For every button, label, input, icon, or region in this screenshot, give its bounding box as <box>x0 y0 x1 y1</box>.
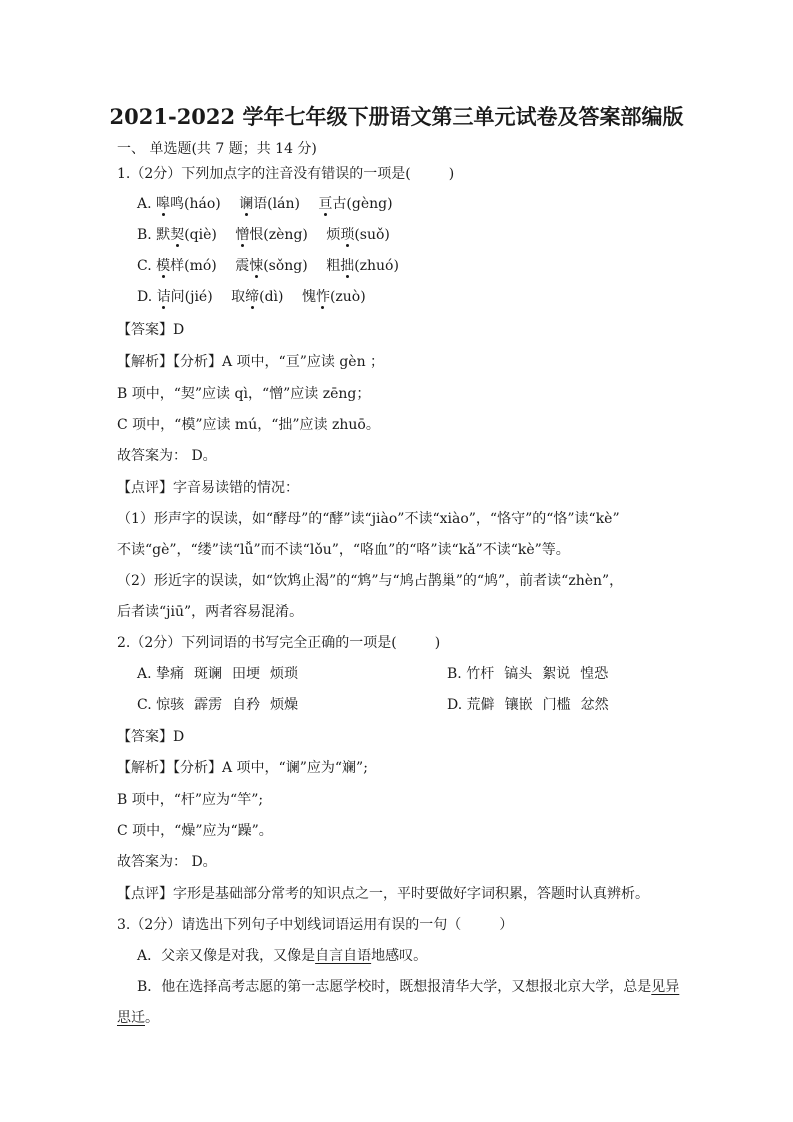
underlined-phrase: 自言自语 <box>315 948 372 964</box>
q1-review-line: （2）形近字的误读，如“饮鸩止渴”的“鸩”与“鸠占鹊巢”的“鸠”，前者读“zhèn”， <box>117 573 624 589</box>
q1-explanation-line: C 项中，“模”应读 mú，“拙”应读 zhuō。 <box>117 417 380 433</box>
q2-option-b[interactable]: B. 竹杆 镐头 絮说 惶恐 <box>447 666 609 682</box>
q1-review-line: 后者读“jiū”，两者容易混淆。 <box>117 604 304 620</box>
dotted-char: 诘 <box>156 289 171 305</box>
q2-explanation-line: B 项中，“杆”应为“竿”; <box>117 792 264 808</box>
q1-explanation-line: 故答案为： D。 <box>117 448 217 464</box>
dotted-char: 亘 <box>318 196 333 212</box>
q1-option-d[interactable]: D. 诘问(jié) 取缔(dì) 愧怍(zuò) <box>137 289 366 305</box>
question-1-stem: 1.（2分）下列加点字的注音没有错误的一项是( ) <box>117 166 455 182</box>
q2-review: 【点评】字形是基础部分常考的知识点之一，平时要做好字词积累，答题时认真辨析。 <box>117 886 649 902</box>
q1-review-line: （1）形声字的误读，如“酵母”的“酵”读“jiào”不读“xiào”，“恪守”的“恪”读“kè” <box>117 511 620 527</box>
document-title: 2021-2022 学年七年级下册语文第三单元试卷及答案部编版 <box>109 104 684 129</box>
q2-explanation-line: C 项中，“燥”应为“躁”。 <box>117 823 273 839</box>
question-2-stem: 2.（2分）下列词语的书写完全正确的一项是( ) <box>117 635 441 651</box>
q2-option-d[interactable]: D. 荒僻 镶嵌 门槛 忿然 <box>447 697 609 713</box>
underlined-phrase: 思迁 <box>117 1010 145 1026</box>
q1-option-a[interactable]: A. 嗥鸣(háo) 谰语(lán) 亘古(gèng) <box>137 196 393 212</box>
q3-option-b-continued: 思迁。 <box>117 1010 159 1026</box>
q2-option-c[interactable]: C. 惊骇 霹雳 自矜 烦燥 <box>137 697 299 713</box>
q1-review-line: 不读“gè”，“缕”读“lǚ”而不读“lǒu”，“咯血”的“咯”读“kǎ”不读“kè”等。 <box>117 542 570 558</box>
q3-option-a[interactable]: A．父亲又像是对我，又像是自言自语地感叹。 <box>137 948 428 964</box>
dotted-char: 模 <box>156 258 171 274</box>
q2-explanation-line: 故答案为： D。 <box>117 854 217 870</box>
q2-explanation-line: 【解析】【分析】A 项中，“谰”应为“斓”; <box>117 760 368 776</box>
dotted-char: 怍 <box>315 289 330 305</box>
dotted-char: 缔 <box>245 289 260 305</box>
dotted-char: 嗥 <box>156 196 171 212</box>
q1-explanation-line: B 项中，“契”应读 qì，“憎”应读 zēng； <box>117 386 371 402</box>
q1-option-b[interactable]: B. 默契(qiè) 憎恨(zèng) 烦琐(suǒ) <box>137 227 390 243</box>
q3-option-b[interactable]: B．他在选择高考志愿的第一志愿学校时，既想报清华大学，又想报北京大学，总是见异 <box>137 979 680 995</box>
underlined-phrase: 见异 <box>651 979 680 995</box>
dotted-char: 琐 <box>340 227 355 243</box>
dotted-char: 契 <box>170 227 185 243</box>
dotted-char: 悚 <box>249 258 264 274</box>
dotted-char: 谰 <box>239 196 254 212</box>
q1-review: 【点评】字音易读错的情况： <box>117 480 299 496</box>
dotted-char: 拙 <box>340 258 355 274</box>
q1-explanation-line: 【解析】【分析】A 项中，“亘”应读 gèn ； <box>117 354 385 370</box>
q2-option-a[interactable]: A. 挚痛 斑谰 田埂 烦琐 <box>137 666 299 682</box>
dotted-char: 憎 <box>235 227 250 243</box>
question-3-stem: 3.（2分）请选出下列句子中划线词语运用有误的一句（ ） <box>117 917 514 933</box>
q1-option-c[interactable]: C. 模样(mó) 震悚(sǒng) 粗拙(zhuó) <box>137 258 399 274</box>
q2-answer: 【答案】D <box>117 729 185 745</box>
section-heading: 一、 单选题(共 7 题；共 14 分) <box>117 141 317 157</box>
q1-answer: 【答案】D <box>117 322 185 338</box>
